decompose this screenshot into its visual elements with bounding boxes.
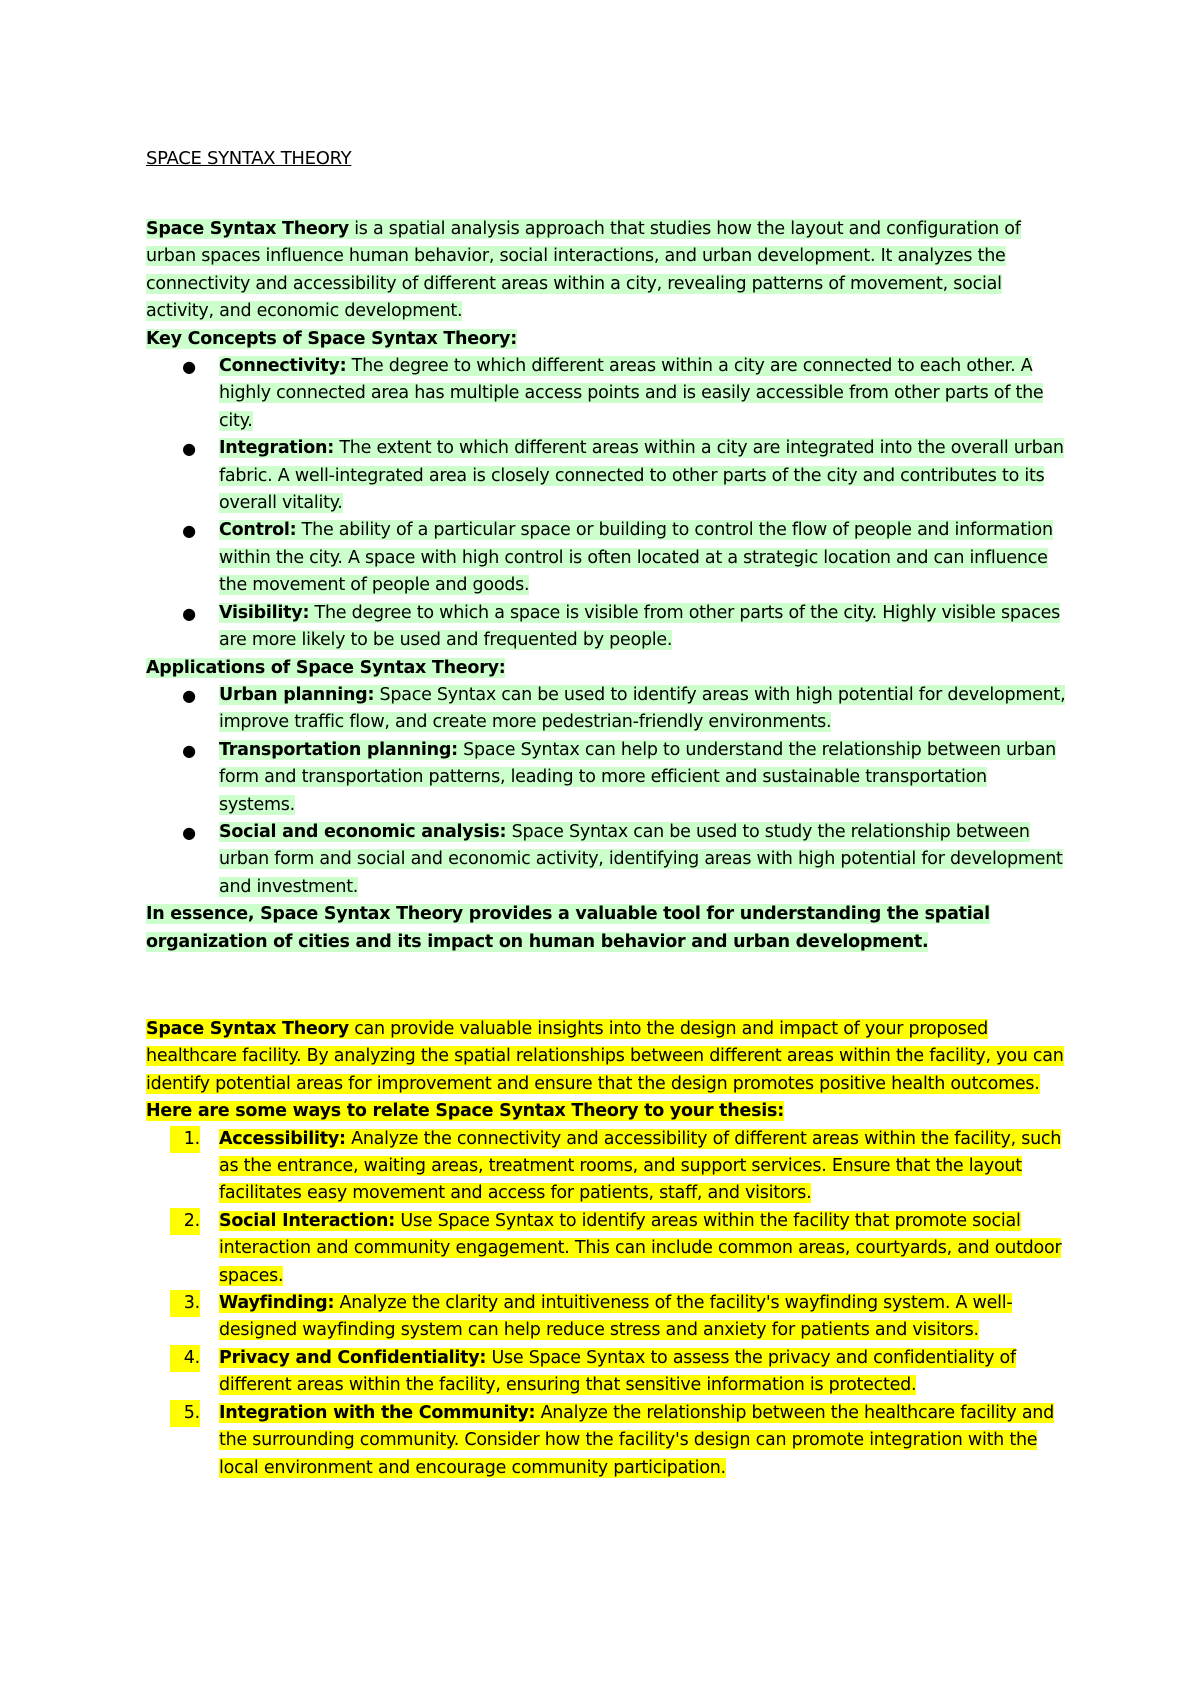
ways-list — [146, 1126, 1066, 1482]
list-number: 3. — [170, 1290, 200, 1317]
list-item: ● Connectivity: The degree to which different areas within a city are connected to each other. A highly connected area has multiple access points and is easily accessible from other parts of the city. — [146, 353, 1066, 435]
applications-heading: Applications of Space Syntax Theory: — [146, 657, 506, 678]
ways-heading: Here are some ways to relate Space Syntax Theory to your thesis: — [146, 1101, 784, 1122]
page-title: SPACE SYNTAX THEORY — [146, 148, 352, 169]
bullet-icon: ● — [182, 439, 196, 459]
list-item: ● Visibility: The degree to which a space is visible from other parts of the city. Highly visible spaces are more likely to be used and frequented by people. — [146, 600, 1066, 655]
list-item: 1. Accessibility: Analyze the connectivity and accessibility of different areas within the facility, such as the entrance, waiting areas, treatment rooms, and support services. Ensure that the layout facilitates easy movement and access for patients, staff, and visitors. — [146, 1126, 1066, 1208]
list-item: 5. Integration with the Community: Analyze the relationship between the healthcare facility and the surrounding community. Consider how the facility's design can promote integration with the local environment and encourage community participation. — [146, 1400, 1066, 1482]
list-number: 5. — [170, 1400, 200, 1427]
thesis-intro-term: Space Syntax Theory — [146, 1019, 349, 1039]
bullet-icon: ● — [182, 822, 196, 842]
intro-text: is a spatial analysis approach that studies how the layout and configuration of urban spaces influence human behavior, social interactions, and urban development. It analyzes the connectivity and accessibility of different areas within a city, revealing patterns of movement, social activity, and economic development. — [146, 219, 1021, 322]
list-item: ● Control: The ability of a particular space or building to control the flow of people and information within the city. A space with high control is often located at a strategic location and can influence the movement of people and goods. — [146, 517, 1066, 599]
list-item: ● Social and economic analysis: Space Syntax can be used to study the relationship between urban form and social and economic activity, identifying areas with high potential for development and investment. — [146, 819, 1066, 901]
list-item: ● Transportation planning: Space Syntax can help to understand the relationship between urban form and transportation patterns, leading to more efficient and sustainable transportation systems. — [146, 737, 1066, 819]
section-space-syntax-overview — [146, 216, 1066, 956]
applications-list — [146, 682, 1066, 901]
bullet-icon: ● — [182, 521, 196, 541]
key-concepts-list — [146, 353, 1066, 654]
key-concepts-heading: Key Concepts of Space Syntax Theory: — [146, 328, 517, 349]
list-number: 2. — [170, 1208, 200, 1235]
intro-paragraph — [146, 216, 1066, 326]
thesis-intro-text: can provide valuable insights into the design and impact of your proposed healthcare facility. By analyzing the spatial relationships between different areas within the facility, you can identify potential areas for improvement and ensure that the design promotes positive health outcomes. — [146, 1019, 1064, 1094]
list-item: 4. Privacy and Confidentiality: Use Space Syntax to assess the privacy and confidentiality of different areas within the facility, ensuring that sensitive information is protected. — [146, 1345, 1066, 1400]
list-number: 1. — [170, 1126, 200, 1153]
bullet-icon: ● — [182, 740, 196, 760]
bullet-icon: ● — [182, 357, 196, 377]
section-thesis-relation — [146, 1016, 1066, 1482]
thesis-intro-paragraph — [146, 1016, 1066, 1098]
list-item: 3. Wayfinding: Analyze the clarity and intuitiveness of the facility's wayfinding system. A well-designed wayfinding system can help reduce stress and anxiety for patients and visitors. — [146, 1290, 1066, 1345]
bullet-icon: ● — [182, 603, 196, 623]
list-item: ● Urban planning: Space Syntax can be used to identify areas with high potential for development, improve traffic flow, and create more pedestrian-friendly environments. — [146, 682, 1066, 737]
list-number: 4. — [170, 1345, 200, 1372]
bullet-icon: ● — [182, 685, 196, 705]
list-item: ● Integration: The extent to which different areas within a city are integrated into the overall urban fabric. A well-integrated area is closely connected to other parts of the city and contributes to its overall vitality. — [146, 435, 1066, 517]
list-item: 2. Social Interaction: Use Space Syntax to identify areas within the facility that promote social interaction and community engagement. This can include common areas, courtyards, and outdoor spaces. — [146, 1208, 1066, 1290]
intro-term: Space Syntax Theory — [146, 219, 349, 239]
conclusion-paragraph: In essence, Space Syntax Theory provides a valuable tool for understanding the spatial organization of cities and its impact on human behavior and urban development. — [146, 904, 990, 952]
